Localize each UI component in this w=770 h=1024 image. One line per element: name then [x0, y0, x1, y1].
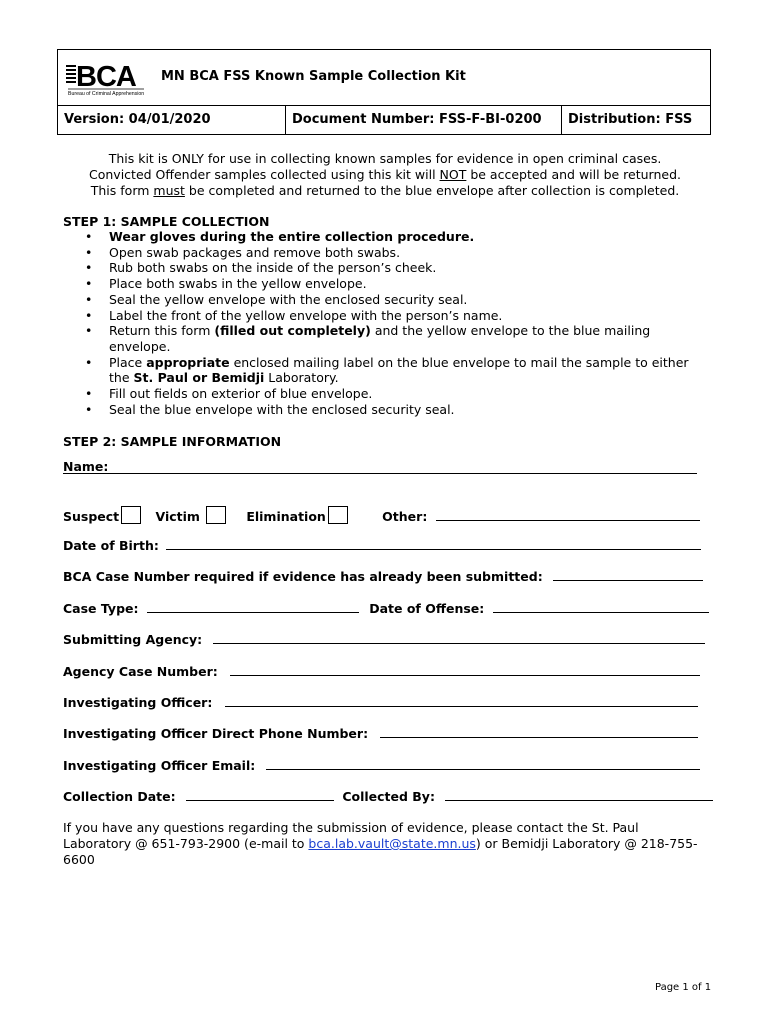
victim-checkbox[interactable] [206, 506, 226, 524]
header-table [57, 49, 711, 135]
logo-text: BCA [76, 61, 136, 93]
list-item: • Return this form (filled out completely) and the yellow envelope to the blue mailing envelope. [63, 323, 703, 354]
list-item: • Seal the yellow envelope with the enclosed security seal. [63, 292, 703, 308]
collection-date-label: Collection Date: [63, 789, 176, 804]
bca-case-label: BCA Case Number required if evidence has already been submitted: [63, 569, 543, 584]
agency-case-row [63, 663, 700, 679]
dob-row [63, 537, 701, 553]
suspect-label: Suspect [63, 509, 120, 524]
bca-case-field[interactable] [553, 568, 703, 581]
list-item: • Label the front of the yellow envelope with the person’s name. [63, 308, 703, 324]
bca-logo [64, 56, 146, 98]
distribution-cell: Distribution: FSS [568, 112, 693, 127]
email-link[interactable]: bca.lab.vault@state.mn.us [308, 836, 476, 851]
logo-subtext: Bureau of Criminal Apprehension [68, 91, 145, 97]
role-row [63, 506, 700, 524]
version-cell: Version: 04/01/2020 [58, 105, 286, 135]
intro-line-2: Convicted Offender samples collected using this kit will NOT be accepted and will be returned. [89, 167, 681, 182]
collection-row [63, 788, 713, 804]
bca-case-row [63, 568, 703, 584]
agency-label: Submitting Agency: [63, 632, 203, 647]
officer-label: Investigating Officer: [63, 695, 213, 710]
intro-line-3: This form must be completed and returned to the blue envelope after collection is completed. [90, 183, 680, 198]
dob-field[interactable] [166, 537, 701, 550]
name-field[interactable] [63, 473, 697, 474]
officer-email-field[interactable] [266, 757, 700, 770]
officer-phone-field[interactable] [380, 725, 698, 738]
officer-email-label: Investigating Officer Email: [63, 758, 256, 773]
date-offense-label: Date of Offense: [369, 601, 485, 616]
document-number-cell: Document Number: FSS-F-BI-0200 [286, 105, 562, 135]
case-type-row [63, 600, 709, 616]
collected-by-field[interactable] [445, 788, 713, 801]
agency-row [63, 631, 705, 647]
suspect-checkbox[interactable] [121, 506, 141, 524]
officer-email-row [63, 757, 700, 773]
elimination-label: Elimination [246, 509, 326, 524]
list-item: • Open swab packages and remove both swabs. [63, 245, 703, 261]
step2-heading: STEP 2: SAMPLE INFORMATION [63, 434, 282, 449]
list-item: • Wear gloves during the entire collection procedure. [63, 229, 703, 245]
form-title: MN BCA FSS Known Sample Collection Kit [161, 69, 466, 84]
header-title-row [58, 50, 710, 106]
other-field[interactable] [436, 508, 700, 521]
header-info-row [58, 105, 710, 135]
intro-text [60, 151, 710, 199]
step1-heading: STEP 1: SAMPLE COLLECTION [63, 214, 270, 229]
elimination-checkbox[interactable] [328, 506, 348, 524]
collected-by-label: Collected By: [342, 789, 435, 804]
officer-phone-label: Investigating Officer Direct Phone Number: [63, 726, 369, 741]
date-offense-field[interactable] [493, 600, 709, 613]
officer-phone-row [63, 725, 698, 741]
name-label: Name: [63, 459, 109, 474]
case-type-field[interactable] [147, 600, 359, 613]
list-item: • Place appropriate enclosed mailing label on the blue envelope to mail the sample to either the St. Paul or Bemidji Laboratory. [63, 355, 703, 386]
dob-label: Date of Birth: [63, 538, 159, 553]
step1-list [63, 229, 703, 417]
list-item: • Place both swabs in the yellow envelope. [63, 276, 703, 292]
page-number: Page 1 of 1 [655, 982, 712, 993]
agency-case-label: Agency Case Number: [63, 664, 218, 679]
list-item: • Fill out fields on exterior of blue envelope. [63, 386, 703, 402]
victim-label: Victim [155, 509, 200, 524]
agency-case-field[interactable] [230, 663, 700, 676]
agency-field[interactable] [213, 631, 705, 644]
list-item: • Seal the blue envelope with the enclosed security seal. [63, 402, 703, 418]
contact-footer: If you have any questions regarding the submission of evidence, please contact the St. Paul Laboratory @ 651-793-2900 (e-mail to bca.lab.vault@state.mn.us) or Bemidji Laboratory @ 218-755-6600 [63, 820, 698, 867]
case-type-label: Case Type: [63, 601, 139, 616]
officer-row [63, 694, 698, 710]
collection-date-field[interactable] [186, 788, 334, 801]
officer-field[interactable] [225, 694, 698, 707]
intro-line-1: This kit is ONLY for use in collecting known samples for evidence in open criminal cases. [108, 151, 662, 166]
other-label: Other: [382, 509, 428, 524]
list-item: • Rub both swabs on the inside of the person’s cheek. [63, 260, 703, 276]
